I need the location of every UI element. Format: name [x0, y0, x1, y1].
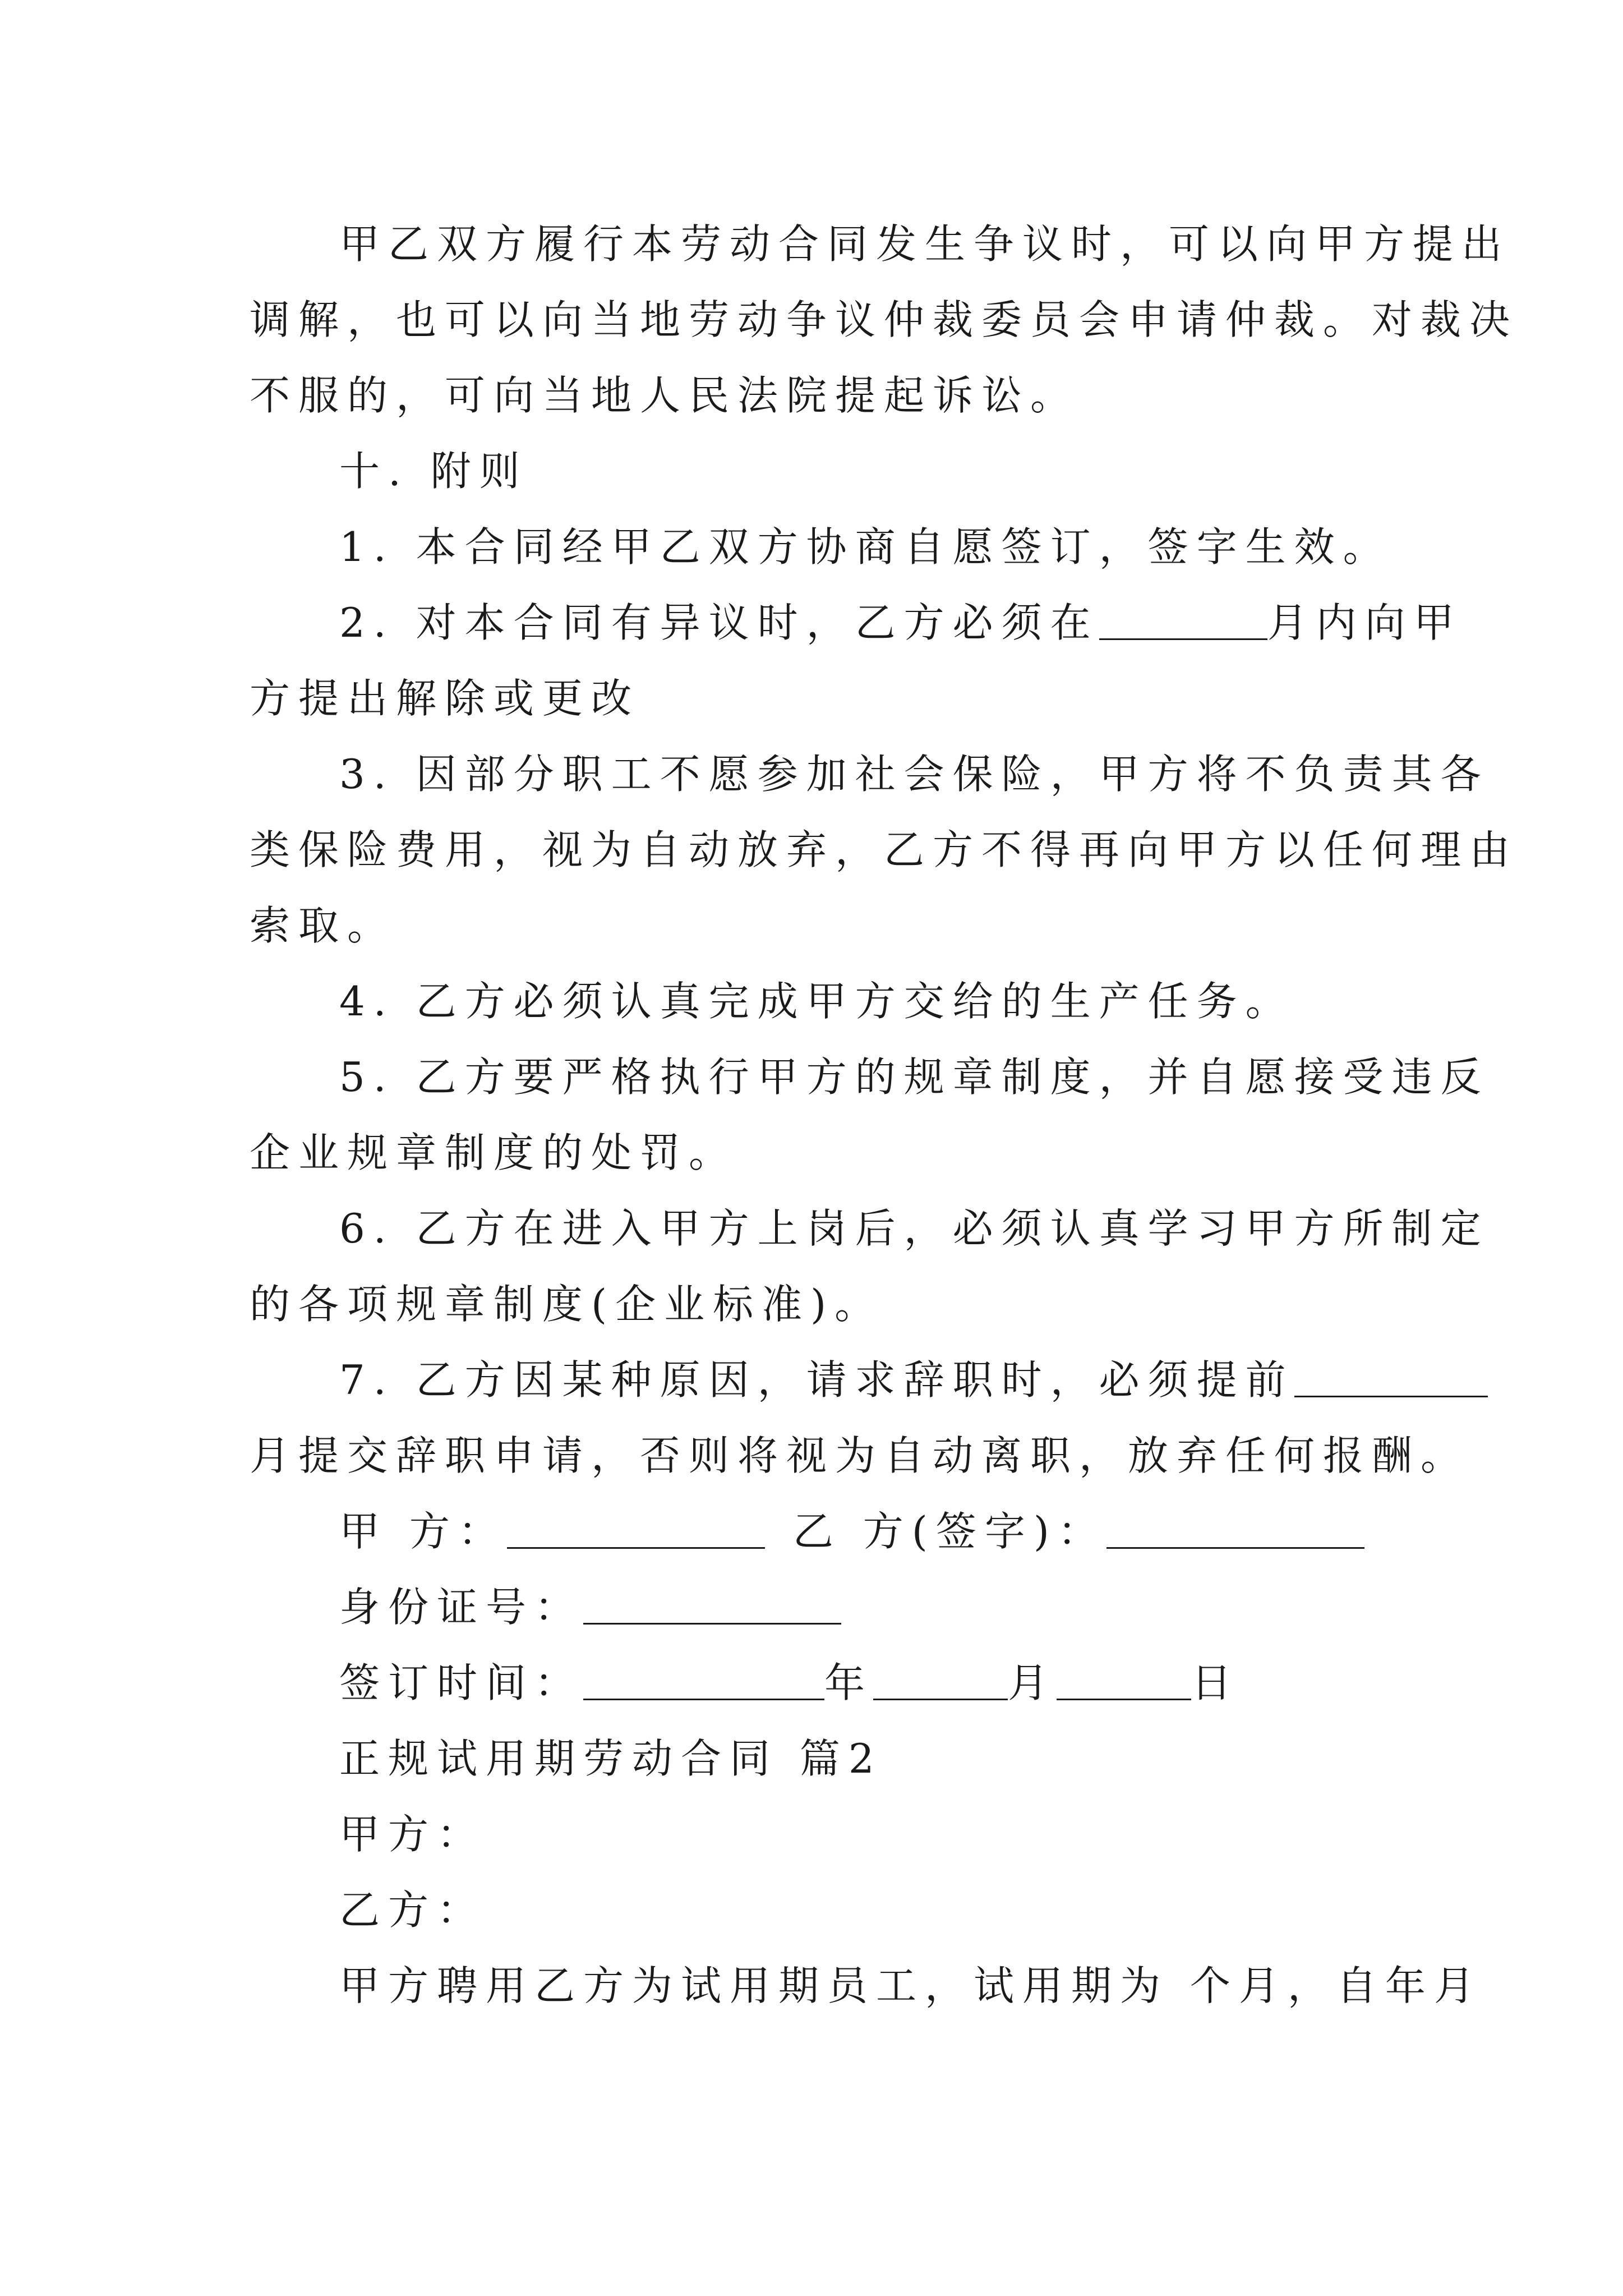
signature-parties-row [339, 1503, 1364, 1559]
clause-3-line-1: 3. 因部分职工不愿参加社会保险，甲方将不负责其各 [339, 751, 1490, 798]
id-number-blank [583, 1584, 841, 1625]
clause-7-text: 7. 乙方因某种原因，请求辞职时，必须提前 [339, 1356, 1294, 1404]
paragraph-dispute-line-2: 调解，也可以向当地劳动争议仲裁委员会申请仲裁。对裁决 [250, 296, 1519, 343]
clause-6-line-1: 6. 乙方在进入甲方上岗后，必须认真学习甲方所制定 [339, 1205, 1490, 1252]
clause-7-line-1 [339, 1352, 1488, 1408]
clause-2-text-a: 2. 对本合同有异议时，乙方必须在 [339, 599, 1099, 646]
section-heading-appendix: 十. 附则 [339, 448, 528, 495]
sign-date-row [339, 1655, 1240, 1711]
id-number-label: 身份证号： [339, 1584, 584, 1631]
clause-7-line-2: 月提交辞职申请，否则将视为自动离职，放弃任何报酬。 [250, 1432, 1470, 1479]
month-label: 月 [1008, 1659, 1057, 1706]
blank-months-resignation [1294, 1356, 1488, 1397]
paragraph-dispute-line-1: 甲乙双方履行本劳动合同发生争议时，可以向甲方提出 [339, 220, 1511, 268]
party-a-signature-blank [507, 1508, 765, 1549]
sign-month-blank [873, 1659, 1008, 1700]
clause-3-line-2: 类保险费用，视为自动放弃，乙方不得再向甲方以任何理由 [250, 826, 1519, 873]
clause-3-line-3: 索取。 [250, 902, 396, 949]
clause-5-line-1: 5. 乙方要严格执行甲方的规章制度，并自愿接受违反 [339, 1053, 1490, 1101]
section-2-title: 正规试用期劳动合同 篇2 [339, 1735, 883, 1782]
clause-6-line-2: 的各项规章制度(企业标准)。 [250, 1281, 884, 1328]
day-label: 日 [1191, 1659, 1241, 1706]
id-number-row [339, 1579, 841, 1635]
section-2-party-b: 乙方： [339, 1887, 486, 1934]
sign-date-label: 签订时间： [339, 1659, 584, 1706]
clause-4: 4. 乙方必须认真完成甲方交给的生产任务。 [339, 978, 1294, 1025]
clause-2-text-b: 月内向甲 [1267, 599, 1463, 646]
blank-months-objection [1099, 599, 1267, 640]
clause-2-line-1 [339, 595, 1463, 651]
clause-2-line-2: 方提出解除或更改 [250, 675, 640, 722]
paragraph-dispute-line-3: 不服的，可向当地人民法院提起诉讼。 [250, 372, 1080, 419]
sign-day-blank [1057, 1659, 1191, 1700]
party-b-label: 乙 方(签字)： [792, 1508, 1106, 1555]
year-label: 年 [824, 1659, 874, 1706]
clause-1: 1. 本合同经甲乙双方协商自愿签订，签字生效。 [339, 523, 1392, 570]
party-b-signature-blank [1106, 1508, 1364, 1549]
sign-year-blank [583, 1659, 824, 1700]
section-2-party-a: 甲方： [339, 1811, 486, 1858]
party-a-label: 甲 方： [339, 1508, 507, 1555]
clause-5-line-2: 企业规章制度的处罚。 [250, 1129, 738, 1176]
section-2-opening: 甲方聘用乙方为试用期员工，试用期为 个月，自年月 [339, 1962, 1483, 2009]
